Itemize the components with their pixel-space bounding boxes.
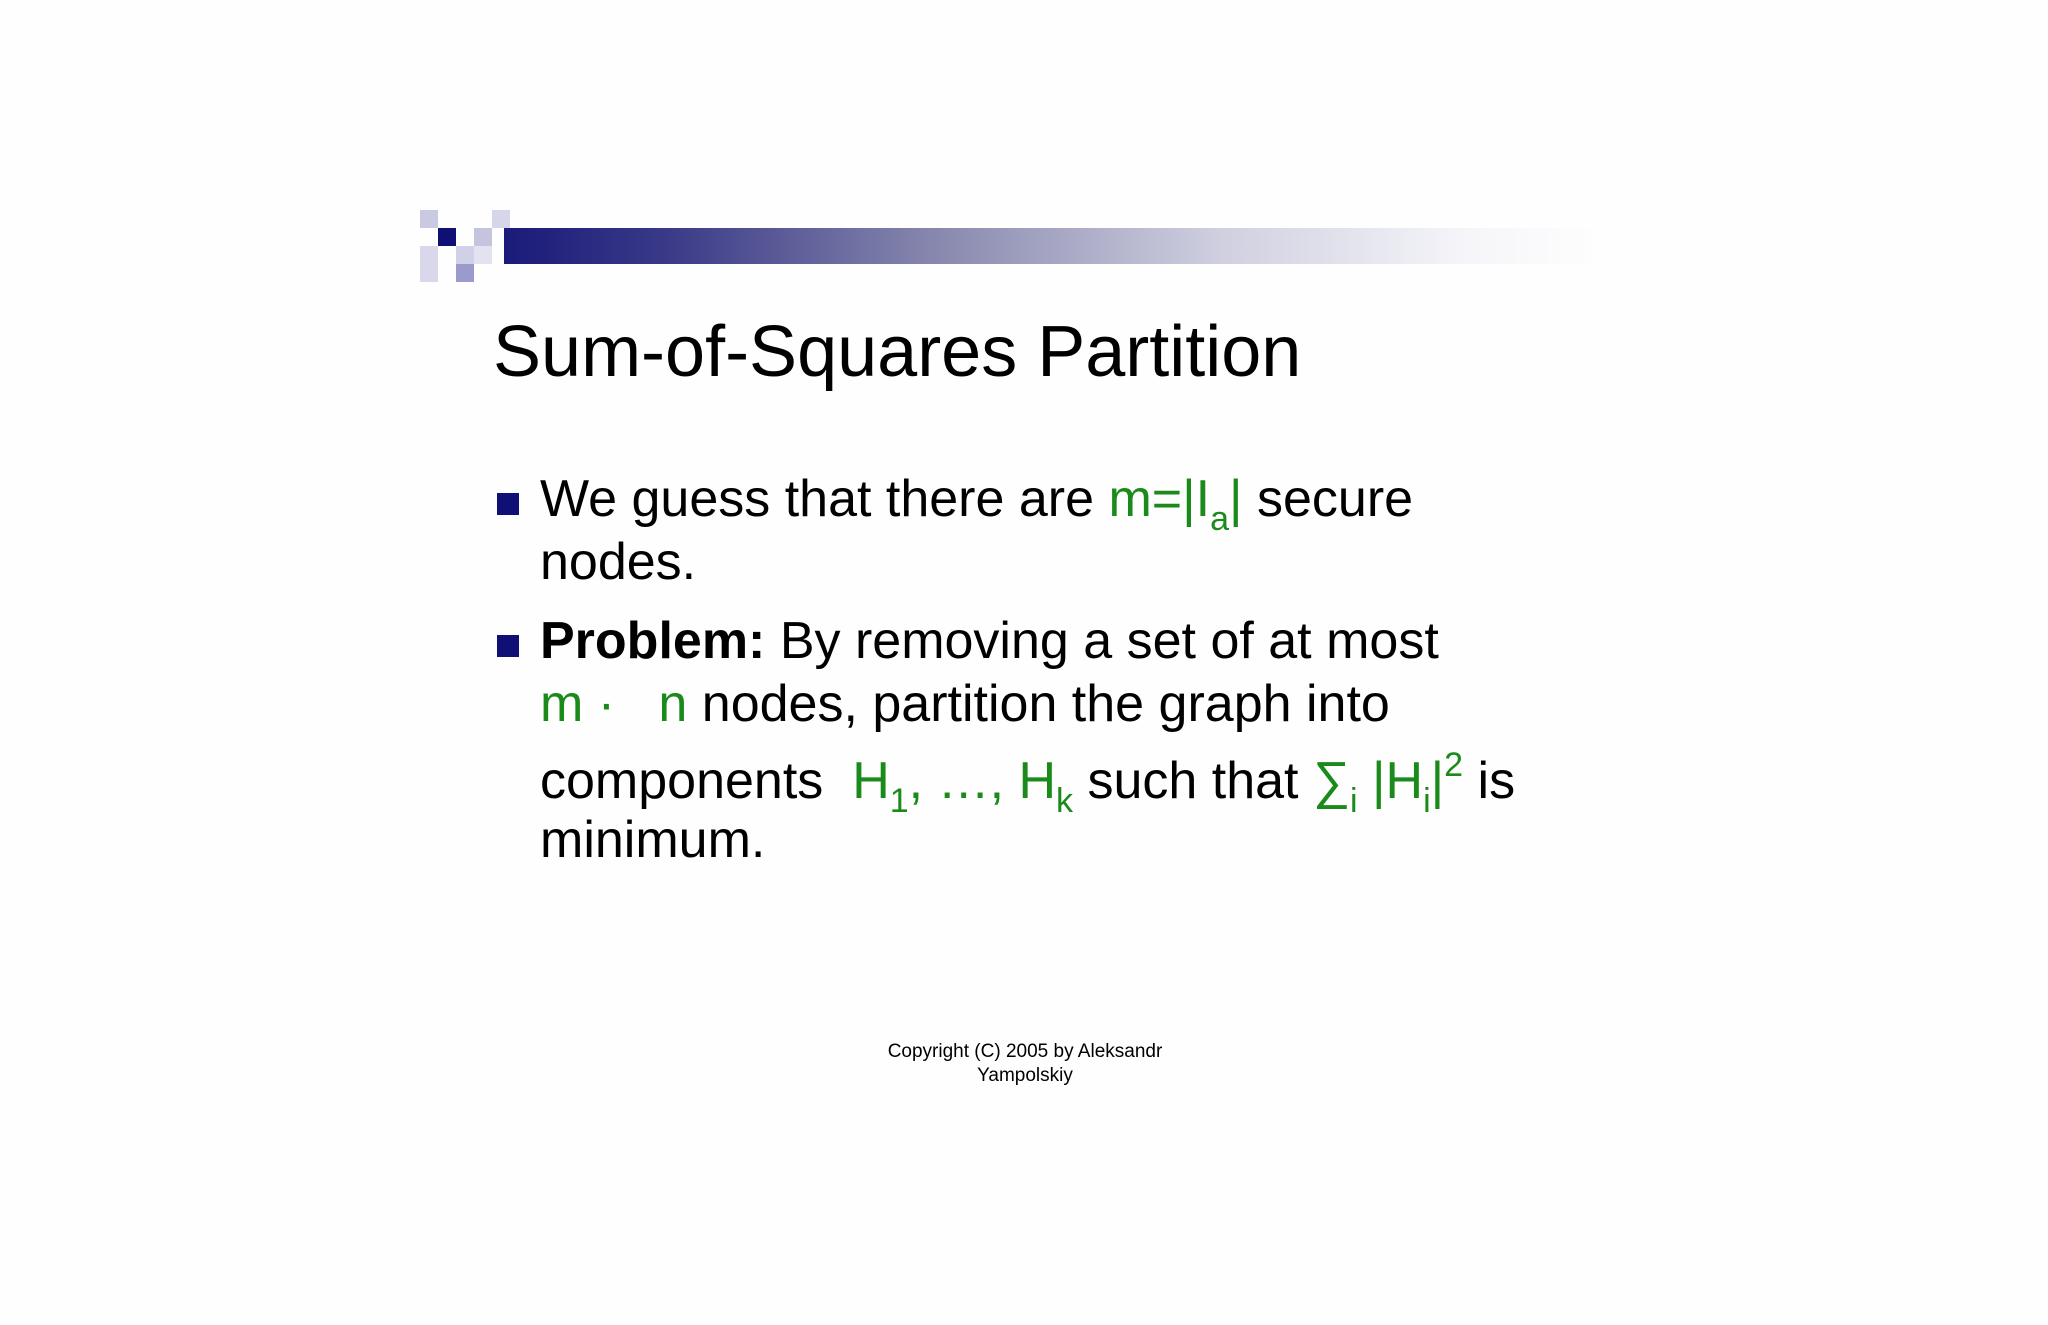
square-bullet-icon <box>497 635 519 657</box>
math-components <box>852 752 1074 820</box>
math-subscript: i <box>1350 782 1358 820</box>
math-run: H <box>852 752 890 810</box>
bullet-line <box>540 746 1597 820</box>
math-sum-of-squares <box>1312 746 1464 820</box>
math-m-equals <box>1108 470 1243 538</box>
math-run: |H <box>1357 752 1424 810</box>
slide-title: Sum-of-Squares Partition <box>493 312 1302 392</box>
problem-label: Problem: <box>540 612 766 670</box>
text-run: We guess that there are <box>540 470 1109 528</box>
math-run: | <box>1430 752 1445 810</box>
text-run: components <box>540 752 853 810</box>
math-m-dot-n: m · n <box>540 675 688 733</box>
bullet-item-1 <box>497 468 1597 594</box>
text-run: such that <box>1073 752 1313 810</box>
bullet-line <box>540 470 1414 538</box>
square-bullet-icon <box>497 493 519 515</box>
math-subscript: i <box>1423 782 1431 820</box>
bullet-item-2 <box>497 610 1597 872</box>
math-run: , …, H <box>908 752 1057 810</box>
bullet-text <box>540 468 1597 594</box>
copyright-line: Copyright (C) 2005 by Aleksandr <box>887 1041 1163 1062</box>
header-gradient-bar <box>504 228 1604 264</box>
bullet-line <box>540 612 1439 670</box>
math-run: | <box>1229 470 1243 528</box>
sum-symbol: ∑ <box>1312 752 1351 810</box>
math-run: m=|I <box>1108 470 1211 528</box>
bullet-line: minimum. <box>540 811 766 869</box>
copyright-footer <box>820 1040 1230 1088</box>
math-superscript: 2 <box>1444 746 1464 784</box>
math-subscript: k <box>1056 782 1074 820</box>
text-run: secure <box>1242 470 1414 528</box>
bullet-list <box>497 468 1597 888</box>
text-run: nodes, partition the graph into <box>687 675 1390 733</box>
text-run: By removing a set of at most <box>765 612 1439 670</box>
copyright-line: Yampolskiy <box>977 1065 1073 1086</box>
header-decoration-squares <box>420 210 514 282</box>
bullet-line <box>540 675 1390 733</box>
bullet-line: nodes. <box>540 533 697 591</box>
math-subscript: 1 <box>889 782 909 820</box>
math-subscript: a <box>1210 500 1230 538</box>
text-run: is <box>1463 752 1516 810</box>
bullet-text <box>540 610 1597 872</box>
